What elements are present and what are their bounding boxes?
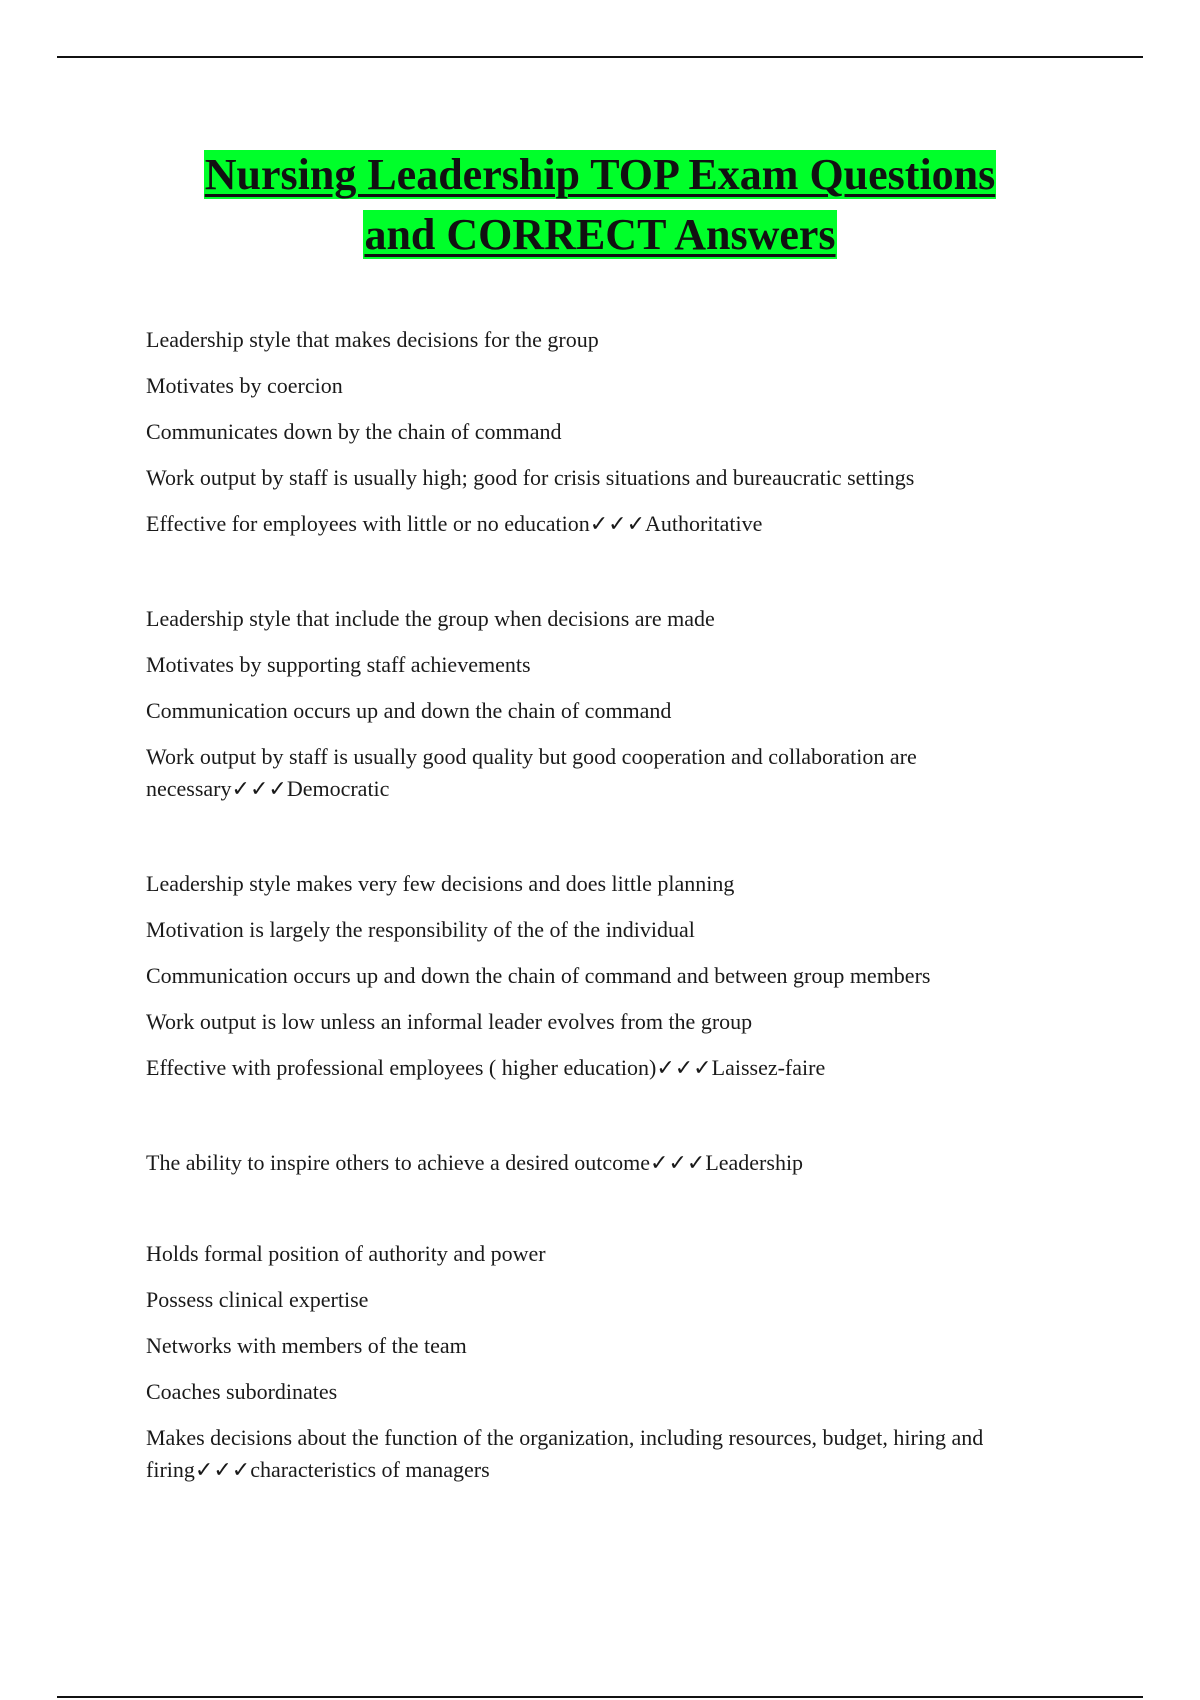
question-line: Work output by staff is usually high; good for crisis situations and bureaucratic settings [146,465,915,490]
check-marks-icon: ✓✓✓ [656,1056,712,1081]
question-text: The ability to inspire others to achieve a desired outcome [146,1150,651,1175]
question-line: Communication occurs up and down the chain of command and between group members [146,963,931,988]
question-text: Effective with professional employees ( higher education) [146,1055,657,1080]
check-marks-icon: ✓✓✓ [231,777,287,802]
question-line: Motivates by supporting staff achievements [146,652,531,677]
question-line: Holds formal position of authority and power [146,1241,546,1266]
question-answer-line [146,741,1046,806]
question-line: Work output is low unless an informal leader evolves from the group [146,1009,753,1034]
qa-block-leadership [146,1147,1046,1180]
check-marks-icon: ✓✓✓ [194,1458,251,1483]
check-marks-icon: ✓✓✓ [650,1151,706,1176]
question-line: Motivates by coercion [146,373,343,398]
qa-block-authoritative [146,324,1046,541]
qa-content [146,324,1046,1549]
answer-text: Authoritative [645,511,763,536]
check-marks-icon: ✓✓✓ [589,512,646,537]
question-answer-line [146,1147,1046,1180]
question-line: Networks with members of the team [146,1333,467,1358]
question-text: Makes decisions about the function of the organization, including resources, budget, hiring and firing [146,1425,984,1482]
top-rule [57,56,1143,58]
question-line: Motivation is largely the responsibility of the of the individual [146,917,695,942]
question-text: Effective for employees with little or no education [146,511,590,536]
qa-block-laissez-faire [146,868,1046,1085]
answer-text: Laissez-faire [711,1055,826,1080]
title-line-2: and CORRECT Answers [364,210,836,259]
answer-text: Leadership [705,1150,804,1175]
question-text: Work output by staff is usually good quality but good cooperation and collaboration are necessary [146,744,917,801]
answer-text: Democratic [286,776,390,801]
question-line: Leadership style that makes decisions for the group [146,327,599,352]
question-line: Leadership style makes very few decisions and does little planning [146,871,735,896]
title-line-1: Nursing Leadership TOP Exam Questions [204,150,996,199]
qa-block-managers [146,1238,1046,1487]
question-line: Possess clinical expertise [146,1287,369,1312]
question-line: Communication occurs up and down the chain of command [146,698,672,723]
question-answer-line [146,1422,1046,1487]
answer-text: characteristics of managers [250,1457,490,1482]
qa-block-democratic [146,603,1046,806]
bottom-rule [57,1696,1143,1698]
question-line: Coaches subordinates [146,1379,338,1404]
question-answer-line [146,508,1046,541]
question-line: Leadership style that include the group when decisions are made [146,606,715,631]
question-line: Communicates down by the chain of command [146,419,562,444]
document-title [0,145,1200,265]
question-answer-line [146,1052,1046,1085]
